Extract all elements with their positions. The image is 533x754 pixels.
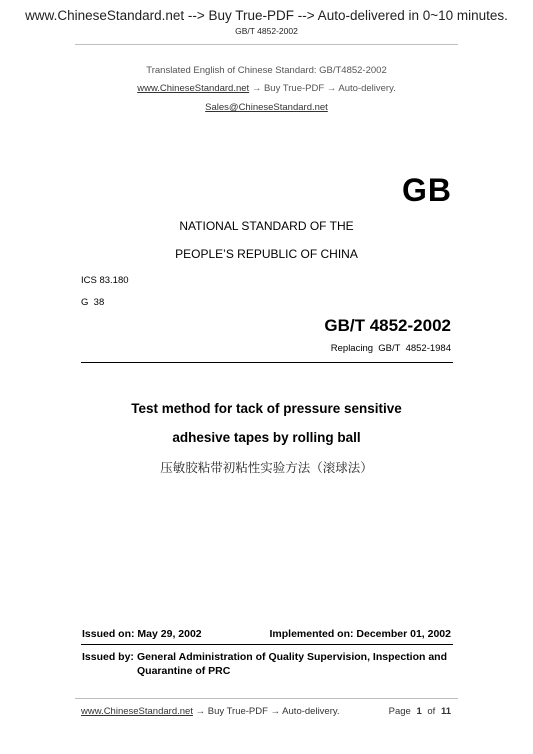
email-link[interactable]: Sales@ChineseStandard.net bbox=[205, 102, 328, 113]
top-banner bbox=[0, 8, 533, 23]
issued-on: Issued on: May 29, 2002 bbox=[82, 628, 202, 640]
footer-site-link[interactable]: www.ChineseStandard.net bbox=[81, 706, 193, 717]
footer-divider bbox=[75, 698, 458, 699]
g-code: G 38 bbox=[81, 297, 105, 308]
banner-text: www.ChineseStandard.net --> Buy True-PDF --> Auto-delivered in 0~10 minutes. bbox=[25, 8, 508, 23]
issued-by-label: Issued by: bbox=[82, 651, 134, 663]
translated-line: Translated English of Chinese Standard: GB/T4852-2002 bbox=[146, 65, 387, 76]
issued-divider bbox=[81, 644, 453, 645]
ics-code: ICS 83.180 bbox=[81, 275, 129, 286]
replacing-line: Replacing GB/T 4852-1984 bbox=[330, 343, 451, 354]
footer-site-suffix: → Buy True-PDF → Auto-delivery. bbox=[195, 706, 340, 717]
gb-mark: GB bbox=[402, 172, 452, 208]
header-site-suffix: → Buy True-PDF → Auto-delivery. bbox=[251, 83, 396, 94]
issued-by-line2: Quarantine of PRC bbox=[137, 665, 231, 677]
banner-doc-id: GB/T 4852-2002 bbox=[235, 26, 298, 36]
page-number: 1 bbox=[416, 706, 422, 717]
title-divider bbox=[81, 362, 453, 363]
national-standard-line1: NATIONAL STANDARD OF THE bbox=[179, 219, 354, 233]
of-label: of bbox=[427, 706, 436, 717]
header-divider bbox=[75, 44, 458, 45]
page-indicator bbox=[389, 706, 451, 717]
title-line1: Test method for tack of pressure sensitive bbox=[131, 401, 402, 416]
header-email-line bbox=[0, 102, 533, 113]
title-chinese: 压敏胶粘带初粘性实验方法（滚球法） bbox=[160, 460, 373, 475]
page-label: Page bbox=[388, 706, 411, 717]
title-line2: adhesive tapes by rolling ball bbox=[172, 430, 361, 445]
header-site-link[interactable]: www.ChineseStandard.net bbox=[137, 83, 250, 94]
footer-site-line bbox=[81, 706, 340, 717]
standard-number: GB/T 4852-2002 bbox=[324, 316, 451, 335]
implemented-on: Implemented on: December 01, 2002 bbox=[269, 628, 451, 640]
national-standard-line2: PEOPLE’S REPUBLIC OF CHINA bbox=[175, 247, 358, 261]
header-site-line bbox=[0, 83, 533, 94]
issued-by-line1: General Administration of Quality Supervision, Inspection and bbox=[137, 651, 447, 663]
page-total: 11 bbox=[440, 706, 451, 717]
